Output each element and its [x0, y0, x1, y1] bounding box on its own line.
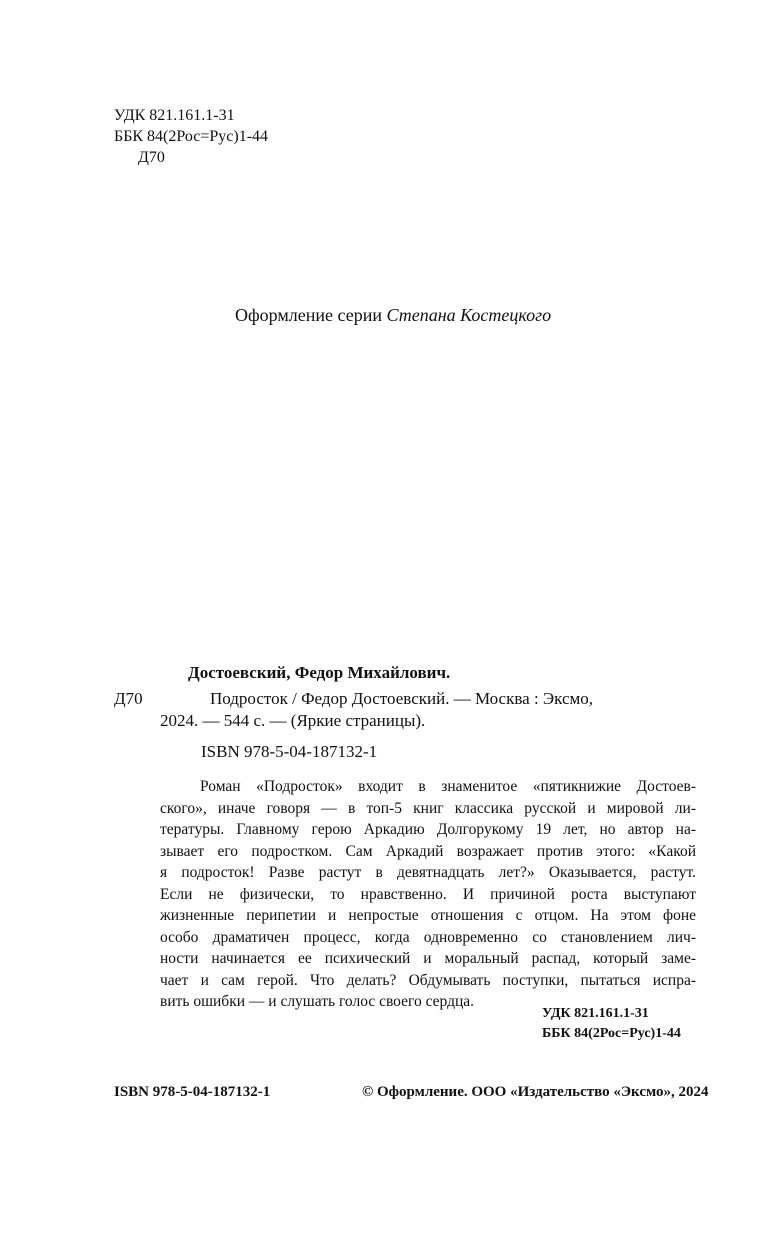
annotation-line: особо драматичен процесс, когда одновременно со становлением лич-	[160, 928, 696, 946]
card-udk: УДК 821.161.1-31	[542, 1006, 649, 1021]
annotation-line: тературы. Главному герою Аркадию Долгорукому 19 лет, но автор на-	[160, 821, 696, 838]
footer-copyright: © Оформление. ООО «Издательство «Эксмо», 2024	[362, 1084, 709, 1100]
annotation-line: зывает его подростком. Сам Аркадий возражает против этого: «Какой	[160, 842, 696, 860]
annotation-line: Роман «Подросток» входит в знаменитое «пятикнижие Достоев-	[200, 778, 696, 795]
card-title-line-1	[210, 688, 696, 710]
annotation-line: Если не физически, то нравственно. И причиной роста выступают	[160, 885, 696, 903]
annotation-line: ского», иначе говоря — в топ-5 книг классика русской и мировой ли-	[160, 799, 696, 817]
series-design-credit	[235, 305, 551, 326]
top-author-sign: Д70	[138, 149, 165, 166]
card-title-line-2: 2024. — 544 с. — (Яркие страницы).	[160, 711, 426, 730]
card-author-sign: Д70	[114, 689, 143, 708]
top-udk: УДК 821.161.1-31	[114, 107, 235, 124]
annotation-line: я подросток! Разве растут в девятнадцать лет?» Оказывается, растут.	[160, 864, 696, 881]
annotation-line: чает и сам герой. Что делать? Обдумывать поступки, пытаться испра-	[160, 971, 696, 989]
series-designer-name: Степана Костецкого	[386, 305, 552, 325]
annotation	[160, 776, 696, 1013]
author-heading: Достоевский, Федор Михайлович.	[188, 663, 451, 682]
annotation-line: вить ошибки — и слушать голос своего сердца.	[160, 993, 475, 1010]
footer-isbn: ISBN 978-5-04-187132-1	[114, 1084, 271, 1100]
card-isbn: ISBN 978-5-04-187132-1	[201, 742, 378, 761]
annotation-line: жизненные перипетии и непростые отношения с отцом. На этом фоне	[160, 907, 696, 924]
series-design-prefix: Оформление серии	[235, 305, 382, 325]
card-title-line-1-text: Подросток / Федор Достоевский. — Москва : Эксмо,	[210, 689, 594, 708]
card-bbk: ББК 84(2Рос=Рус)1-44	[542, 1026, 681, 1041]
top-bbk: ББК 84(2Рос=Рус)1-44	[114, 128, 269, 145]
annotation-line: ности начинается ее психический и моральный распад, который заме-	[160, 950, 696, 967]
